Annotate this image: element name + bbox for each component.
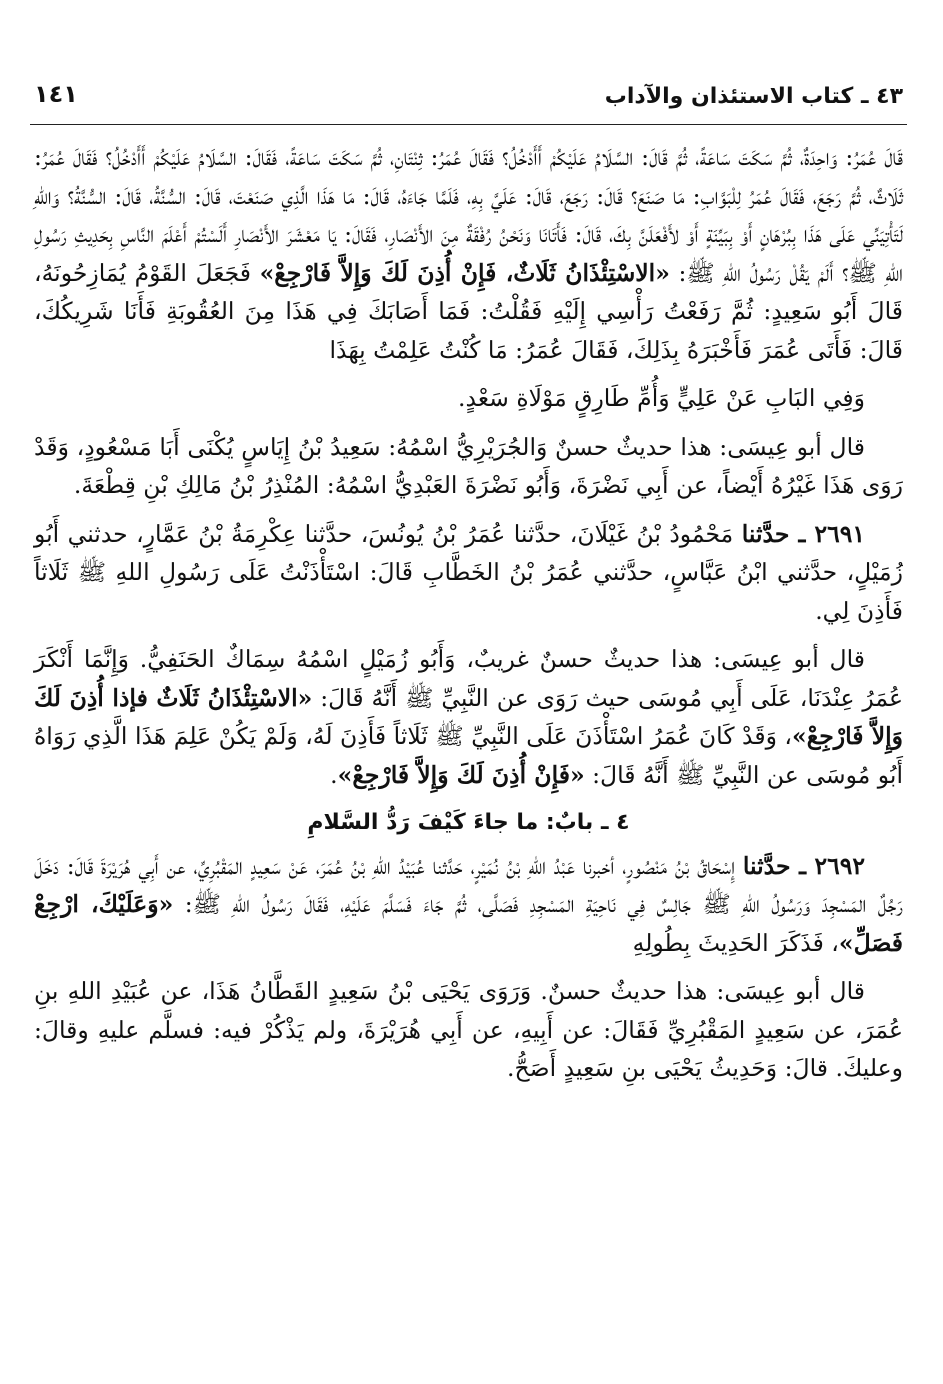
hadith-number: ٢٦٩١ ـ حدَّثنا (741, 519, 865, 548)
text-segment: قَالَ عُمَرُ: وَاحِدَةٌ، ثُمَّ سَكَتَ سَاعَةً، ثُمَّ قَالَ: السَّلَامُ عَلَيْكُمْ أَأَدْخُلُ؟ فَقَالَ عُمَرُ: ثِنْتَانِ، ثُمَّ سَكَتَ سَاعَةً، فَقَالَ: السَّلَامُ عَلَيْكُمْ أَأَدْخُلُ؟ فَقَالَ عُمَرُ: ثَلَاثٌ، ثُمَّ رَجَعَ، فَقَالَ عُمَرُ لِلْبَوَّابِ: مَا صَنَعَ؟ قَالَ: رَجَعَ، قَالَ: عَلَيَّ بِهِ، فَلَمَّا جَاءَهُ، قَالَ: مَا هَذَا الَّذِي صَنَعْتَ، قَالَ: السُّنَّةُ، قَالَ: السُّنَّةُ؟ وَاللهِ لَتَأْتِيَنِّي عَلَى هَذَا بِبُرْهَانٍ أَوْ بِبَيِّنَةٍ أَوْ لأَفْعَلَنَّ بِكَ، قَالَ: فَأَتَانَا وَنَحْنُ رُفْقَةٌ مِنَ الأَنْصَارِ، فَقَالَ: يَا مَعْشَرَ الأَنْصَارِ أَلَسْتُمْ أَعْلَمَ النَّاسِ بِحَدِيثِ رَسُولِ اللهِ ﷺ؟ أَلَمْ يَقُلْ رَسُولُ اللهِ ﷺ: (34, 143, 903, 287)
paragraph-hadith-continuation (34, 138, 903, 369)
text-segment: إِسْحَاقُ بْنُ مَنْصُورٍ، أخبرنا عَبْدُ اللهِ بْنُ نُمَيْرٍ، حَدَّثنا عُبَيْدُ اللهِ بْنُ عُمَرَ، عَنْ سَعِيدٍ المَقْبُرِيِّ، عن أَبِي هُرَيْرَةَ قَالَ: دَخَلَ رَجُلٌ المَسْجِدَ وَرَسُولُ اللهِ ﷺ جَالِسٌ فِي نَاحِيَةِ المَسْجِدِ فَصَلَّى، ثُمَّ جَاءَ فَسَلَّمَ عَلَيْهِ، فَقَالَ رَسُولُ اللهِ ﷺ: (34, 851, 903, 918)
chapter-heading: ٤ ـ بابٌ: ما جاءَ كَيْفَ رَدُّ السَّلامِ (307, 810, 630, 835)
hadith-quote: «وَعَلَيْكَ، ارْجِعْ فَصَلِّ» (34, 890, 903, 957)
page-header (34, 78, 903, 122)
hadith-quote: «الاسْتِئْذَانُ ثَلَاثٌ فإذا أُذِنَ لَكَ وَإِلاَّ فَارْجِعْ» (34, 683, 903, 750)
paragraph-commentary-3: قال أبو عِيسَى: هذا حديثٌ حسنٌ. وَرَوَى يَحْيَى بْنُ سَعِيدٍ القَطَّانُ هَذَا، عن عُبَيْدِ اللهِ بنِ عُمَرَ، عن سَعِيدٍ المَقْبُرِيِّ فَقَالَ: عن أَبِيهِ، عن أَبِي هُرَيْرَةَ، ولم يَذْكُرْ فيه: فسلَّم عليهِ وقالَ: وعليكَ. قالَ: وَحَدِيثُ يَحْيَى بنِ سَعِيدٍ أَصَحُّ. (34, 977, 903, 1082)
running-title: ٤٣ ـ كتاب الاستئذان والآداب (604, 84, 903, 109)
page-number: ١٤١ (34, 80, 78, 108)
hadith-text: مَحْمُودُ بْنُ غَيْلَانَ، حدَّثنا عُمَرُ بْنُ يُونُسَ، حدَّثنا عِكْرِمَةُ بْنُ عَمَّارٍ، حدثني أَبُو زُمَيْلٍ، حدَّثني ابْنُ عَبَّاسٍ، حدَّثني عُمَرُ بْنُ الخَطَّابِ قَالَ: اسْتَأْذَنْتُ عَلَى رَسُولِ اللهِ ﷺ ثَلَاثاً فَأَذِنَ لِي. (34, 519, 903, 625)
paragraph-chapter-note: وَفِي البَابِ عَنْ عَلِيٍّ وَأُمِّ طَارِقٍ مَوْلَاةِ سَعْدٍ. (458, 384, 865, 412)
hadith-2692 (34, 847, 903, 963)
text-segment: ، فَذَكَرَ الحَدِيثَ بِطُولِهِ (632, 928, 839, 957)
text-segment: فَجَعَلَ القَوْمُ يُمَازِحُونَهُ، قَالَ أَبُو سَعِيدٍ: ثُمَّ رَفَعْتُ رَأْسِي إِلَيْهِ فَقُلْتُ: فَمَا أَصَابَكَ فِي هَذَا مِنَ العُقُوبَةِ فَأَنَا شَرِيكُكَ، قَالَ: فَأَتَى عُمَرَ فَأَخْبَرَهُ بِذَلِكَ، فَقَالَ عُمَرُ: مَا كُنْتُ عَلِمْتُ بِهَذَا (34, 258, 903, 364)
hadith-2691 (34, 515, 903, 631)
page-body (34, 138, 903, 1098)
hadith-number: ٢٦٩٢ ـ حدَّثنا (742, 851, 865, 880)
hadith-quote: «الاسْتِئْذَانُ ثَلَاثٌ، فَإِنْ أُذِنَ لَكَ وَإِلاَّ فَارْجِعْ» (259, 258, 670, 287)
text-segment: قال أبو عِيسَى: هذا حديثٌ حسنٌ غريبٌ، وَأَبُو زُمَيْلٍ اسْمُهُ سِمَاكٌ الحَنَفِيُّ. وَإِنَّمَا أَنْكَرَ عُمَرُ عِنْدَنَا، عَلَى أَبِي مُوسَى حيث رَوَى عن النَّبِيِّ ﷺ أَنَّهُ قَالَ: (34, 645, 903, 712)
paragraph-commentary-2 (34, 640, 903, 794)
paragraph-commentary: قال أبو عِيسَى: هذا حديثٌ حسنٌ وَالجُرَيْرِيُّ اسْمُهُ: سَعِيدُ بْنُ إِيَاسٍ يُكْنَى أَبَا مَسْعُودٍ، وَقَدْ رَوَى هَذَا غَيْرُهُ أَيْضاً، عن أَبِي نَضْرَةَ، وَأَبُو نَضْرَةَ العَبْدِيُّ اسْمُهُ: المُنْذِرُ بْنُ مَالِكِ بْنِ قِطْعَةَ. (34, 432, 903, 499)
hadith-quote: «فَإِنْ أُذِنَ لَكَ وَإِلاَّ فَارْجِعْ» (337, 760, 585, 789)
header-rule (30, 124, 907, 125)
text-segment: ، وَقَدْ كَانَ عُمَرُ اسْتَأْذَنَ عَلَى النَّبِيِّ ﷺ ثَلَاثاً فَأَذِنَ لَهُ، وَلَمْ يَكُنْ عَلِمَ هَذَا الَّذِي رَوَاهُ أَبُو مُوسَى عن النَّبِيِّ ﷺ أَنَّهُ قَالَ: (34, 722, 903, 789)
text-segment: . (330, 760, 338, 789)
